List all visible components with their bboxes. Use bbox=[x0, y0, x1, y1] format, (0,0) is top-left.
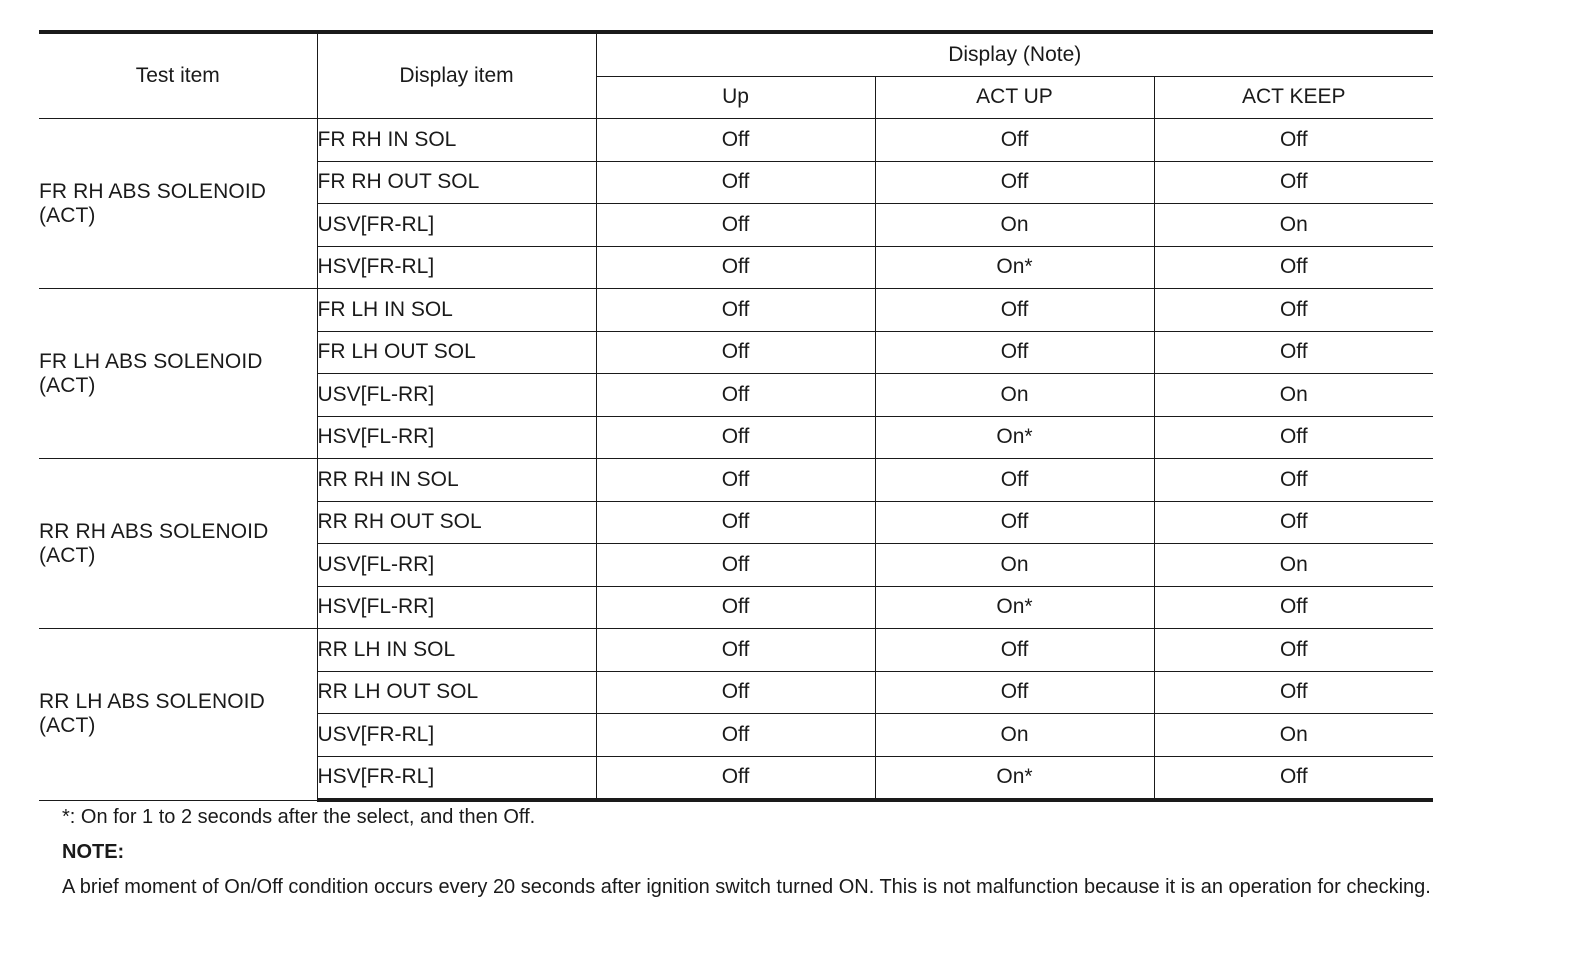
note-heading: NOTE: bbox=[62, 841, 125, 863]
value-up-cell: Off bbox=[596, 629, 875, 672]
header-display-note: Display (Note) bbox=[596, 32, 1433, 76]
value-up-cell: Off bbox=[596, 459, 875, 502]
value-act-up-cell: Off bbox=[875, 501, 1154, 544]
value-up-cell: Off bbox=[596, 331, 875, 374]
test-item-name: FR RH ABS SOLENOID bbox=[39, 179, 267, 203]
header-display-item: Display item bbox=[317, 32, 596, 119]
test-item-cell bbox=[39, 459, 317, 629]
table-body bbox=[39, 119, 1433, 801]
value-up-cell: Off bbox=[596, 416, 875, 459]
value-act-keep-cell: Off bbox=[1154, 331, 1433, 374]
test-item-name: FR LH ABS SOLENOID bbox=[39, 349, 263, 373]
value-act-up-cell: Off bbox=[875, 289, 1154, 332]
header-test-item: Test item bbox=[39, 32, 317, 119]
value-act-keep-cell: Off bbox=[1154, 289, 1433, 332]
value-act-up-cell: Off bbox=[875, 459, 1154, 502]
display-item-cell: USV[FL-RR] bbox=[317, 544, 596, 587]
value-act-up-cell: On* bbox=[875, 586, 1154, 629]
value-act-up-cell: On bbox=[875, 204, 1154, 247]
value-act-keep-cell: On bbox=[1154, 204, 1433, 247]
value-act-keep-cell: Off bbox=[1154, 586, 1433, 629]
value-act-up-cell: On* bbox=[875, 416, 1154, 459]
value-up-cell: Off bbox=[596, 586, 875, 629]
test-item-name: RR LH ABS SOLENOID bbox=[39, 690, 265, 714]
value-act-up-cell: On* bbox=[875, 246, 1154, 289]
value-act-up-cell: On bbox=[875, 714, 1154, 757]
display-item-cell: FR RH OUT SOL bbox=[317, 161, 596, 204]
display-item-cell: FR LH OUT SOL bbox=[317, 331, 596, 374]
value-up-cell: Off bbox=[596, 544, 875, 587]
header-row-1 bbox=[39, 32, 1433, 76]
value-act-keep-cell: Off bbox=[1154, 459, 1433, 502]
value-up-cell: Off bbox=[596, 289, 875, 332]
note-body: A brief moment of On/Off condition occurs every 20 seconds after ignition switch turned ON. This is not malfunction because it is an operation for checking. bbox=[62, 876, 1431, 898]
value-up-cell: Off bbox=[596, 501, 875, 544]
test-item-suffix: (ACT) bbox=[39, 373, 96, 397]
display-item-cell: RR RH IN SOL bbox=[317, 459, 596, 502]
value-up-cell: Off bbox=[596, 161, 875, 204]
display-item-cell: HSV[FR-RL] bbox=[317, 756, 596, 800]
value-act-keep-cell: Off bbox=[1154, 629, 1433, 672]
display-item-cell: HSV[FL-RR] bbox=[317, 416, 596, 459]
value-act-keep-cell: Off bbox=[1154, 119, 1433, 162]
test-item-suffix: (ACT) bbox=[39, 203, 96, 227]
value-up-cell: Off bbox=[596, 204, 875, 247]
header-col-up: Up bbox=[596, 76, 875, 119]
value-act-up-cell: Off bbox=[875, 119, 1154, 162]
display-item-cell: USV[FL-RR] bbox=[317, 374, 596, 417]
test-item-suffix: (ACT) bbox=[39, 543, 96, 567]
footnote: *: On for 1 to 2 seconds after the select, and then Off. bbox=[62, 806, 536, 828]
value-act-up-cell: Off bbox=[875, 161, 1154, 204]
value-act-up-cell: Off bbox=[875, 671, 1154, 714]
header-col-act-keep: ACT KEEP bbox=[1154, 76, 1433, 119]
display-item-cell: USV[FR-RL] bbox=[317, 714, 596, 757]
display-item-cell: HSV[FL-RR] bbox=[317, 586, 596, 629]
value-act-keep-cell: On bbox=[1154, 374, 1433, 417]
value-act-keep-cell: Off bbox=[1154, 756, 1433, 800]
display-item-cell: USV[FR-RL] bbox=[317, 204, 596, 247]
value-act-keep-cell: Off bbox=[1154, 416, 1433, 459]
test-item-cell bbox=[39, 629, 317, 801]
value-up-cell: Off bbox=[596, 671, 875, 714]
value-act-keep-cell: Off bbox=[1154, 161, 1433, 204]
display-item-cell: FR RH IN SOL bbox=[317, 119, 596, 162]
value-act-up-cell: Off bbox=[875, 629, 1154, 672]
value-up-cell: Off bbox=[596, 714, 875, 757]
value-act-keep-cell: Off bbox=[1154, 671, 1433, 714]
value-act-keep-cell: Off bbox=[1154, 501, 1433, 544]
table-row bbox=[39, 459, 1433, 502]
value-act-keep-cell: On bbox=[1154, 544, 1433, 587]
table-row bbox=[39, 119, 1433, 162]
display-item-cell: HSV[FR-RL] bbox=[317, 246, 596, 289]
test-item-suffix: (ACT) bbox=[39, 714, 96, 738]
value-act-up-cell: Off bbox=[875, 331, 1154, 374]
value-act-keep-cell: Off bbox=[1154, 246, 1433, 289]
display-item-cell: RR LH IN SOL bbox=[317, 629, 596, 672]
header-col-act-up: ACT UP bbox=[875, 76, 1154, 119]
value-up-cell: Off bbox=[596, 374, 875, 417]
table-row bbox=[39, 289, 1433, 332]
display-item-cell: RR LH OUT SOL bbox=[317, 671, 596, 714]
test-item-cell bbox=[39, 119, 317, 289]
value-act-up-cell: On bbox=[875, 544, 1154, 587]
active-test-table bbox=[39, 30, 1433, 802]
value-act-up-cell: On* bbox=[875, 756, 1154, 800]
test-item-name: RR RH ABS SOLENOID bbox=[39, 519, 269, 543]
value-act-up-cell: On bbox=[875, 374, 1154, 417]
table-row bbox=[39, 629, 1433, 672]
value-up-cell: Off bbox=[596, 756, 875, 800]
value-up-cell: Off bbox=[596, 119, 875, 162]
display-item-cell: FR LH IN SOL bbox=[317, 289, 596, 332]
value-up-cell: Off bbox=[596, 246, 875, 289]
test-item-cell bbox=[39, 289, 317, 459]
display-item-cell: RR RH OUT SOL bbox=[317, 501, 596, 544]
notes-section bbox=[62, 802, 1442, 903]
value-act-keep-cell: On bbox=[1154, 714, 1433, 757]
